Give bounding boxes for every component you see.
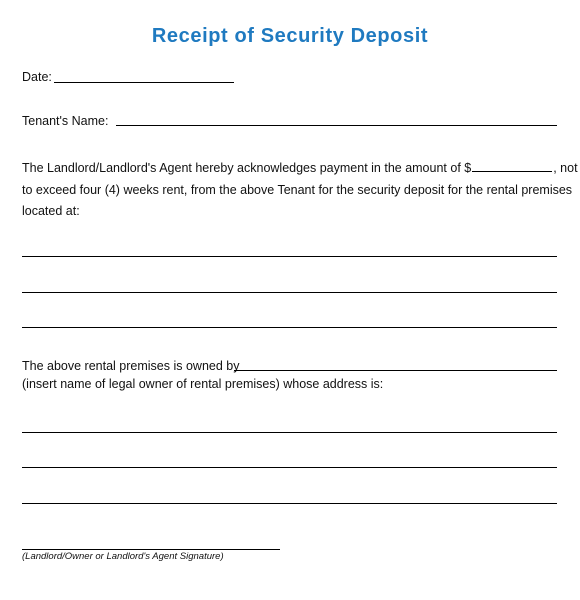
date-field-line[interactable]	[54, 82, 234, 83]
payment-paragraph-line-2: to exceed four (4) weeks rent, from the above Tenant for the security deposit for the rental premises	[22, 183, 573, 197]
date-label: Date:	[22, 70, 52, 84]
payment-text-before-amount: The Landlord/Landlord's Agent hereby acknowledges payment in the amount of $	[22, 161, 472, 175]
owner-address-line-3[interactable]	[22, 503, 557, 504]
premises-address-line-2[interactable]	[22, 292, 557, 293]
document-title: Receipt of Security Deposit	[151, 25, 429, 47]
signature-field-line[interactable]	[22, 549, 280, 550]
payment-paragraph-line-1	[22, 160, 578, 176]
signature-caption: (Landlord/Owner or Landlord's Agent Signature)	[22, 551, 224, 562]
owner-instruction-text: (insert name of legal owner of rental premises) whose address is:	[22, 377, 384, 391]
payment-paragraph-line-3: located at:	[22, 204, 80, 218]
amount-field-line[interactable]	[472, 160, 552, 172]
tenant-name-label: Tenant's Name:	[22, 114, 109, 128]
tenant-name-field-line[interactable]	[116, 125, 557, 126]
premises-address-line-1[interactable]	[22, 256, 557, 257]
owner-address-line-2[interactable]	[22, 467, 557, 468]
premises-address-line-3[interactable]	[22, 327, 557, 328]
owner-address-line-1[interactable]	[22, 432, 557, 433]
payment-text-after-amount: , not	[553, 161, 578, 175]
owner-name-field-line[interactable]	[234, 370, 557, 371]
owned-by-label: The above rental premises is owned by	[22, 359, 240, 373]
